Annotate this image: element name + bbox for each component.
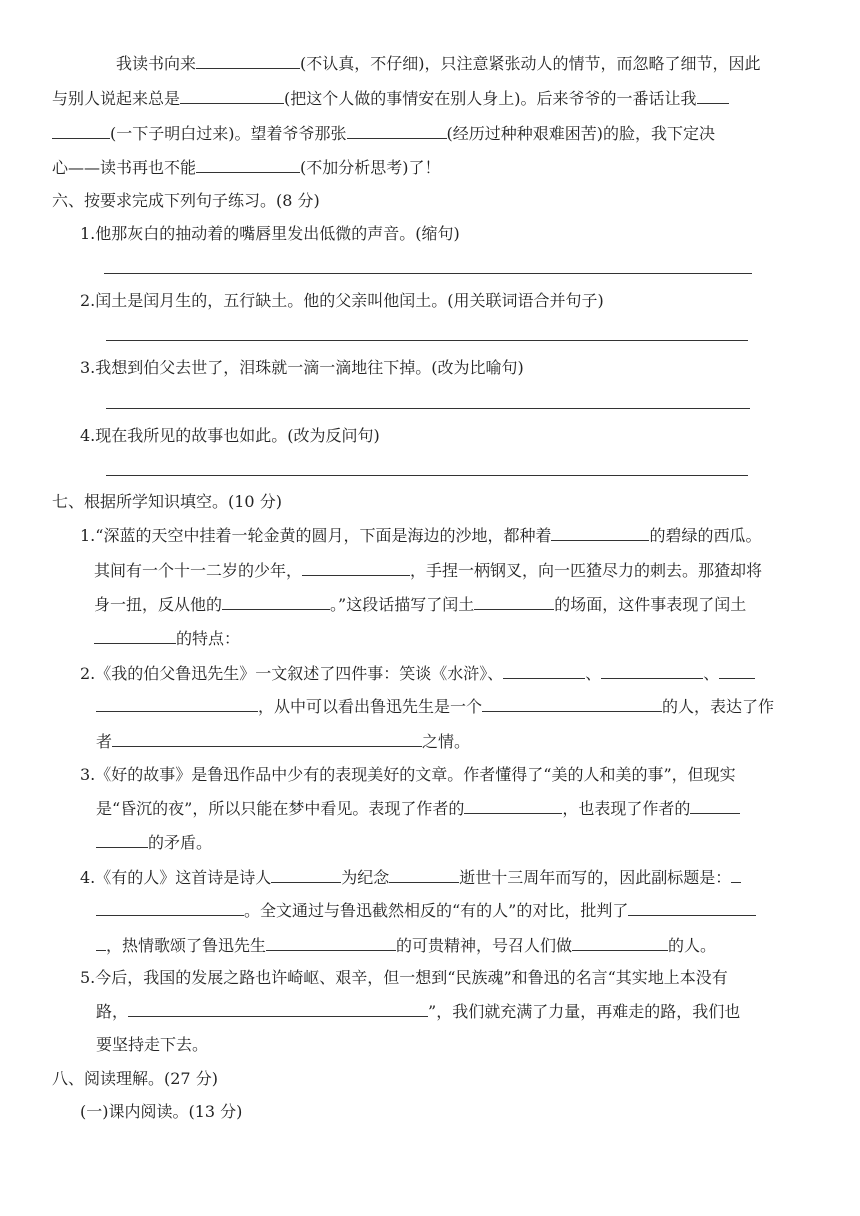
para5-line1 — [116, 52, 761, 75]
blank[interactable] — [389, 866, 459, 883]
sec7-q3-line2 — [96, 797, 740, 820]
text: 、 — [585, 664, 602, 683]
text: 与别人说起来总是 — [52, 89, 181, 108]
text: ，从中可以看出鲁迅先生是一个 — [258, 697, 483, 716]
text: 。”这段话描写了闰土 — [330, 595, 475, 614]
sec7-q1-line3 — [94, 593, 746, 616]
text: (把这个人做的事情安在别人身上)。后来爷爷的一番话让我 — [284, 89, 697, 108]
text: 、 — [703, 664, 720, 683]
sec7-q1-line2 — [94, 559, 762, 582]
text: 是“昏沉的夜”，所以只能在梦中看见。表现了作者的 — [96, 799, 465, 818]
text: 者 — [96, 732, 113, 751]
text: (不认真，不仔细)，只注意紧张动人的情节，而忽略了细节，因此 — [300, 54, 761, 73]
blank[interactable] — [128, 1000, 428, 1017]
sec6-q4: 4.现在我所见的故事也如此。(改为反问句) — [80, 426, 380, 445]
blank[interactable] — [731, 866, 741, 883]
blank[interactable] — [96, 934, 106, 951]
blank[interactable] — [697, 87, 729, 104]
blank[interactable] — [551, 524, 649, 541]
text: 为纪念 — [341, 868, 390, 887]
text: ，热情歌颂了鲁迅先生 — [106, 936, 267, 955]
para5-line4 — [52, 156, 441, 179]
text: 的人。 — [668, 936, 717, 955]
blank[interactable] — [302, 559, 410, 576]
blank[interactable] — [94, 627, 176, 644]
blank[interactable] — [474, 593, 554, 610]
blank[interactable] — [96, 899, 244, 916]
sec7-q3-line1: 3.《好的故事》是鲁迅作品中少有的表现美好的文章。作者懂得了“美的人和美的事”，但现实 — [80, 765, 736, 784]
text: 的特点： — [176, 629, 241, 648]
text: ，手捏一柄钢叉，向一匹猹尽力的刺去。那猹却将 — [410, 561, 763, 580]
sec6-q1: 1.他那灰白的抽动着的嘴唇里发出低微的声音。(缩句) — [80, 224, 460, 243]
sec6-q4-answer-line[interactable] — [106, 475, 748, 476]
text: 心——读书再也不能 — [52, 158, 197, 177]
sec7-q4-line2 — [96, 899, 756, 922]
sec6-q3-answer-line[interactable] — [106, 408, 750, 409]
blank[interactable] — [482, 695, 662, 712]
blank[interactable] — [271, 866, 341, 883]
blank[interactable] — [719, 662, 755, 679]
text: (一下子明白过来)。望着爷爷那张 — [110, 124, 347, 143]
blank[interactable] — [196, 52, 300, 69]
sec7-q3-line3 — [96, 831, 212, 854]
sec7-q2-line3 — [96, 730, 470, 753]
section6-heading: 六、按要求完成下列句子练习。(8 分) — [52, 191, 320, 210]
sec6-q3: 3.我想到伯父去世了，泪珠就一滴一滴地往下掉。(改为比喻句) — [80, 358, 524, 377]
text: 2.《我的伯父鲁迅先生》一文叙述了四件事：笑谈《水浒》、 — [80, 664, 504, 683]
sec7-q1-line1 — [80, 524, 761, 547]
blank[interactable] — [266, 934, 396, 951]
sec7-q5-line2 — [96, 1000, 740, 1023]
sec7-q4-line1 — [80, 866, 741, 889]
blank[interactable] — [347, 122, 447, 139]
text: 的可贵精神，号召人们做 — [396, 936, 573, 955]
blank[interactable] — [690, 797, 740, 814]
section7-heading: 七、根据所学知识填空。(10 分) — [52, 492, 282, 511]
sec6-q2: 2.闰土是闰月生的，五行缺土。他的父亲叫他闰土。(用关联词语合并句子) — [80, 291, 604, 310]
text: ，也表现了作者的 — [562, 799, 691, 818]
blank[interactable] — [601, 662, 703, 679]
text: (不加分析思考)了！ — [300, 158, 441, 177]
sec7-q5-line1: 5.今后，我国的发展之路也许崎岖、艰辛，但一想到“民族魂”和鲁迅的名言“其实地上本没有 — [80, 968, 728, 987]
blank[interactable] — [196, 156, 300, 173]
sec7-q5-line3: 要坚持走下去。 — [96, 1035, 209, 1054]
blank[interactable] — [628, 899, 756, 916]
text: 1.“深蓝的天空中挂着一轮金黄的圆月，下面是海边的沙地，都种着 — [80, 526, 552, 545]
section8-heading: 八、阅读理解。(27 分) — [52, 1069, 218, 1088]
text: 的碧绿的西瓜。 — [649, 526, 762, 545]
text: 。全文通过与鲁迅截然相反的“有的人”的对比，批判了 — [244, 901, 629, 920]
blank[interactable] — [503, 662, 585, 679]
blank[interactable] — [52, 122, 110, 139]
blank[interactable] — [222, 593, 330, 610]
text: 逝世十三周年而写的，因此副标题是： — [459, 868, 732, 887]
blank[interactable] — [96, 831, 148, 848]
text: 4.《有的人》这首诗是诗人 — [80, 868, 272, 887]
blank[interactable] — [572, 934, 668, 951]
text: 之情。 — [422, 732, 471, 751]
text: 其间有一个十一二岁的少年， — [94, 561, 303, 580]
sec7-q2-line1 — [80, 662, 755, 685]
text: ”，我们就充满了力量，再难走的路，我们也 — [428, 1002, 741, 1021]
text: 身一扭，反从他的 — [94, 595, 223, 614]
sec7-q2-line2 — [96, 695, 774, 718]
blank[interactable] — [464, 797, 562, 814]
text: 路， — [96, 1002, 129, 1021]
blank[interactable] — [96, 695, 258, 712]
text: 我读书向来 — [116, 54, 197, 73]
sec7-q1-line4 — [94, 627, 240, 650]
sec6-q2-answer-line[interactable] — [106, 340, 748, 341]
blank[interactable] — [112, 730, 422, 747]
text: 的矛盾。 — [148, 833, 213, 852]
section8-sub1: (一)课内阅读。(13 分) — [80, 1102, 243, 1121]
sec7-q4-line3 — [96, 934, 716, 957]
text: 的人，表达了作 — [662, 697, 775, 716]
text: (经历过种种艰难困苦)的脸，我下定决 — [446, 124, 715, 143]
blank[interactable] — [180, 87, 284, 104]
para5-line3 — [52, 122, 715, 145]
para5-line2 — [52, 87, 729, 110]
text: 的场面，这件事表现了闰土 — [554, 595, 747, 614]
sec6-q1-answer-line[interactable] — [104, 273, 752, 274]
